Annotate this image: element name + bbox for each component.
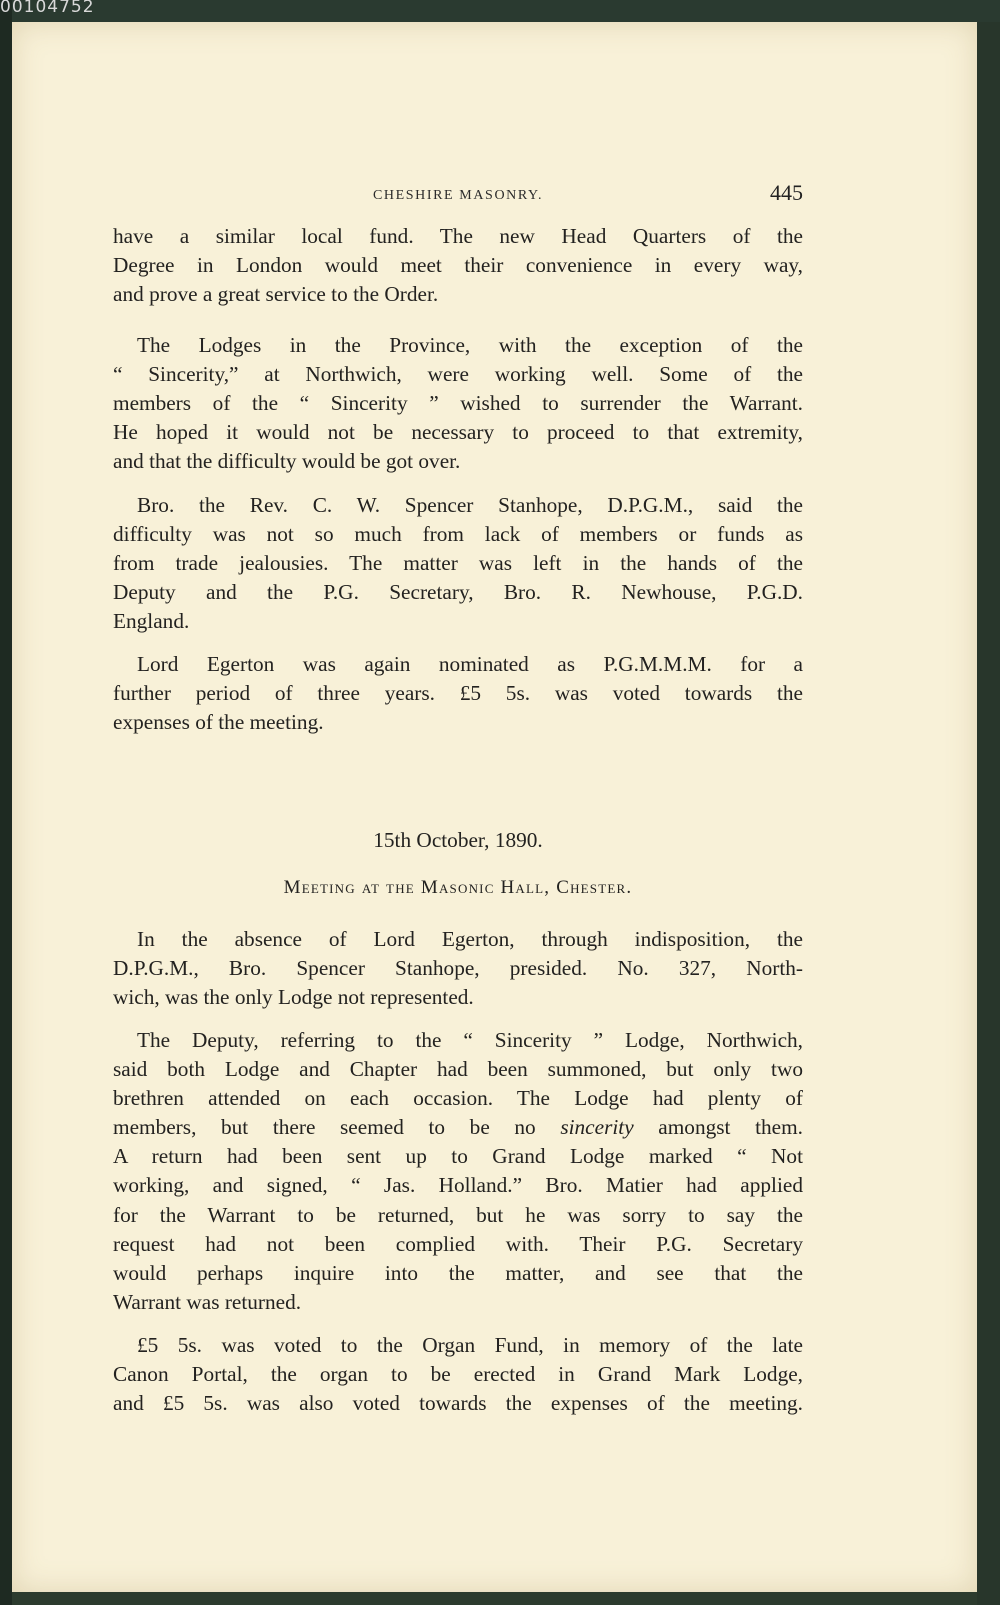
text-line: Canon Portal, the organ to be erected in Grand Mark Lodge, [113,1362,803,1387]
text-line: said both Lodge and Chapter had been summoned, but only two [113,1057,803,1082]
text-line: £5 5s. was voted to the Organ Fund, in memory of the late [137,1333,803,1357]
text-line: for the Warrant to be returned, but he was sorry to say the [113,1202,803,1227]
page-number: 445 [770,180,803,205]
text-line: expenses of the meeting. [113,710,324,735]
meeting-heading: Meeting at the Masonic Hall, Chester. [283,877,633,898]
paragraph-5 [113,925,803,1012]
scan-background-right [977,22,1000,1605]
text-line: members of the “ Sincerity ” wished to surrender the Warrant. [113,391,803,416]
text-line: further period of three years. £5 5s. was voted towards the [113,681,803,706]
text-line [113,1113,803,1142]
text-line: A return had been sent up to Grand Lodge marked “ Not [113,1144,803,1169]
text-line: Degree in London would meet their convenience in every way, [113,253,803,278]
text-line: from trade jealousies. The matter was left in the hands of the [113,551,803,576]
text-line: Lord Egerton was again nominated as P.G.M.M.M. for a [137,652,803,676]
text-line: “ Sincerity,” at Northwich, were working well. Some of the [113,362,803,387]
text-line: Bro. the Rev. C. W. Spencer Stanhope, D.P.G.M., said the [137,493,803,517]
text-line: brethren attended on each occasion. The Lodge had plenty of [113,1086,803,1111]
paragraph-2 [113,331,803,476]
text-line: have a similar local fund. The new Head Quarters of the [113,224,803,248]
scan-background-bottom [12,1592,977,1605]
running-head [113,180,803,210]
text-line: He hoped it would not be necessary to proceed to that extremity, [113,420,803,445]
paragraph-4 [113,650,803,737]
italic-word: sincerity [560,1115,634,1140]
text-line: In the absence of Lord Egerton, through indisposition, the [137,927,803,951]
paragraph-1 [113,222,803,309]
text-line: request had not been complied with. Their P.G. Secretary [113,1231,803,1256]
text-line: D.P.G.M., Bro. Spencer Stanhope, presided. No. 327, North- [113,956,803,981]
scan-background-left [0,0,12,1605]
text-segment: members, but there seemed to be no [113,1115,561,1140]
meeting-date: 15th October, 1890. [373,828,543,852]
paragraph-3 [113,491,803,636]
text-line: would perhaps inquire into the matter, and see that the [113,1260,803,1285]
text-line: The Deputy, referring to the “ Sincerity ” Lodge, Northwich, [137,1028,803,1052]
running-head-title: CHESHIRE MASONRY. [372,188,544,203]
text-line: Deputy and the P.G. Secretary, Bro. R. Newhouse, P.G.D. [113,580,803,605]
paragraph-6 [113,1026,803,1317]
text-line: The Lodges in the Province, with the exception of the [137,333,803,357]
text-line: Warrant was returned. [113,1289,302,1314]
text-segment: amongst them. [633,1115,803,1140]
text-line: difficulty was not so much from lack of members or funds as [113,522,803,547]
text-line: and that the difficulty would be got over. [113,449,461,474]
text-line: working, and signed, “ Jas. Holland.” Bro. Matier had applied [113,1173,803,1198]
scan-id-label: 00104752 [0,0,95,17]
text-line: and £5 5s. was also voted towards the expenses of the meeting. [113,1391,803,1416]
text-line: and prove a great service to the Order. [113,282,439,307]
text-line: England. [113,609,190,634]
paragraph-7 [113,1331,803,1418]
text-line: wich, was the only Lodge not represented. [113,985,474,1010]
